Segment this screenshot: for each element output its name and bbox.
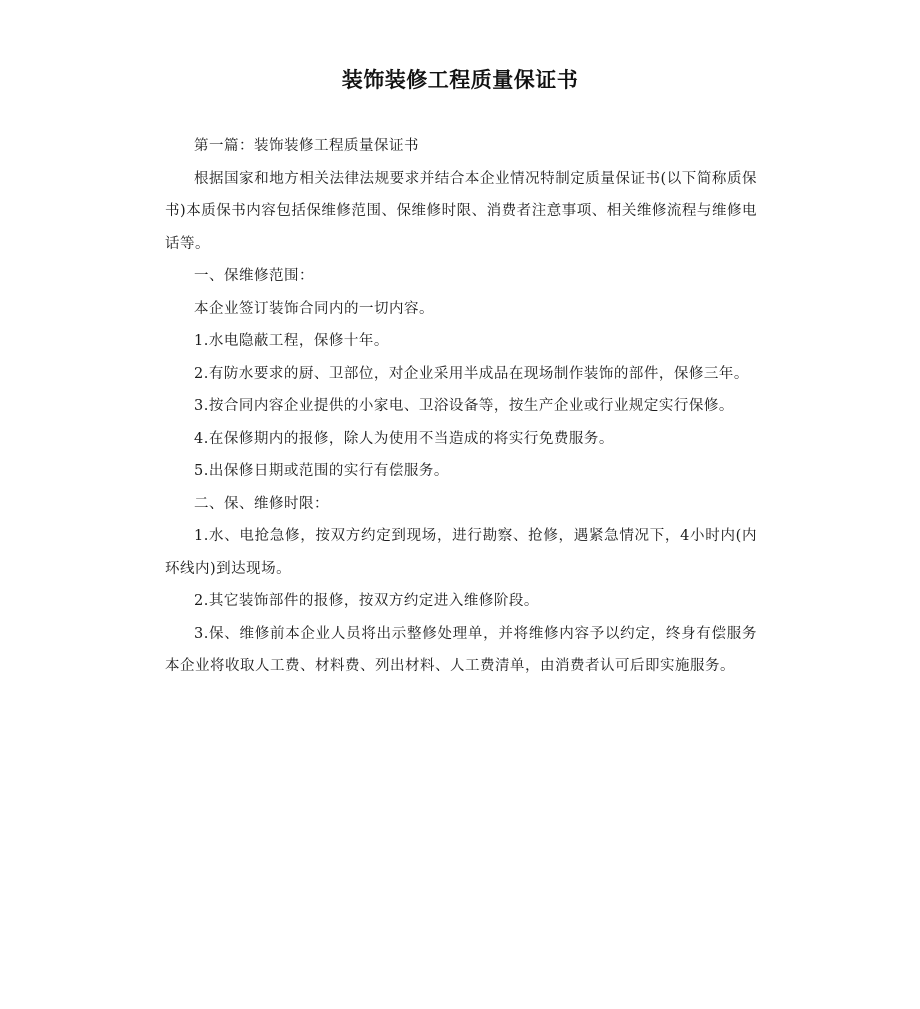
section-heading-repair-scope: 一、保维修范围： [194,268,314,284]
document-title: 装饰装修工程质量保证书 [341,68,579,92]
paragraph: 本企业签订装饰合同内的一切内容。 [194,300,434,317]
list-item: 1.水电隐蔽工程，保修十年。 [194,333,389,349]
list-item: 4.在保修期内的报修，除人为使用不当造成的将实行免费服务。 [194,430,614,447]
list-item: 2.有防水要求的厨、卫部位，对企业采用半成品在现场制作装饰的部件，保修三年。 [194,365,749,382]
list-item: 5.出保修日期或范围的实行有偿服务。 [194,463,449,479]
list-item: 3.保、维修前本企业人员将出示整修处理单，并将维修内容予以约定，终身有偿服务本企业将收取人工费、材料费、列出材料、人工费清单，由消费者认可后即实施服务。 [165,625,757,674]
list-item: 2.其它装饰部件的报修，按双方约定进入维修阶段。 [194,593,539,609]
list-item: 1.水、电抢急修，按双方约定到现场，进行勘察、抢修，遇紧急情况下，4小时内(内环线内)到达现场。 [165,528,757,577]
intro-paragraph: 根据国家和地方相关法律法规要求并结合本企业情况特制定质量保证书(以下简称质保书)本质保书内容包括保维修范围、保维修时限、消费者注意事项、相关维修流程与维修电话等。 [165,170,757,252]
document-body [165,130,757,683]
section-heading-first-article: 第一篇：装饰装修工程质量保证书 [194,138,419,154]
section-heading-repair-time-limit: 二、保、维修时限： [194,495,329,512]
list-item: 3.按合同内容企业提供的小家电、卫浴设备等，按生产企业或行业规定实行保修。 [194,398,734,414]
